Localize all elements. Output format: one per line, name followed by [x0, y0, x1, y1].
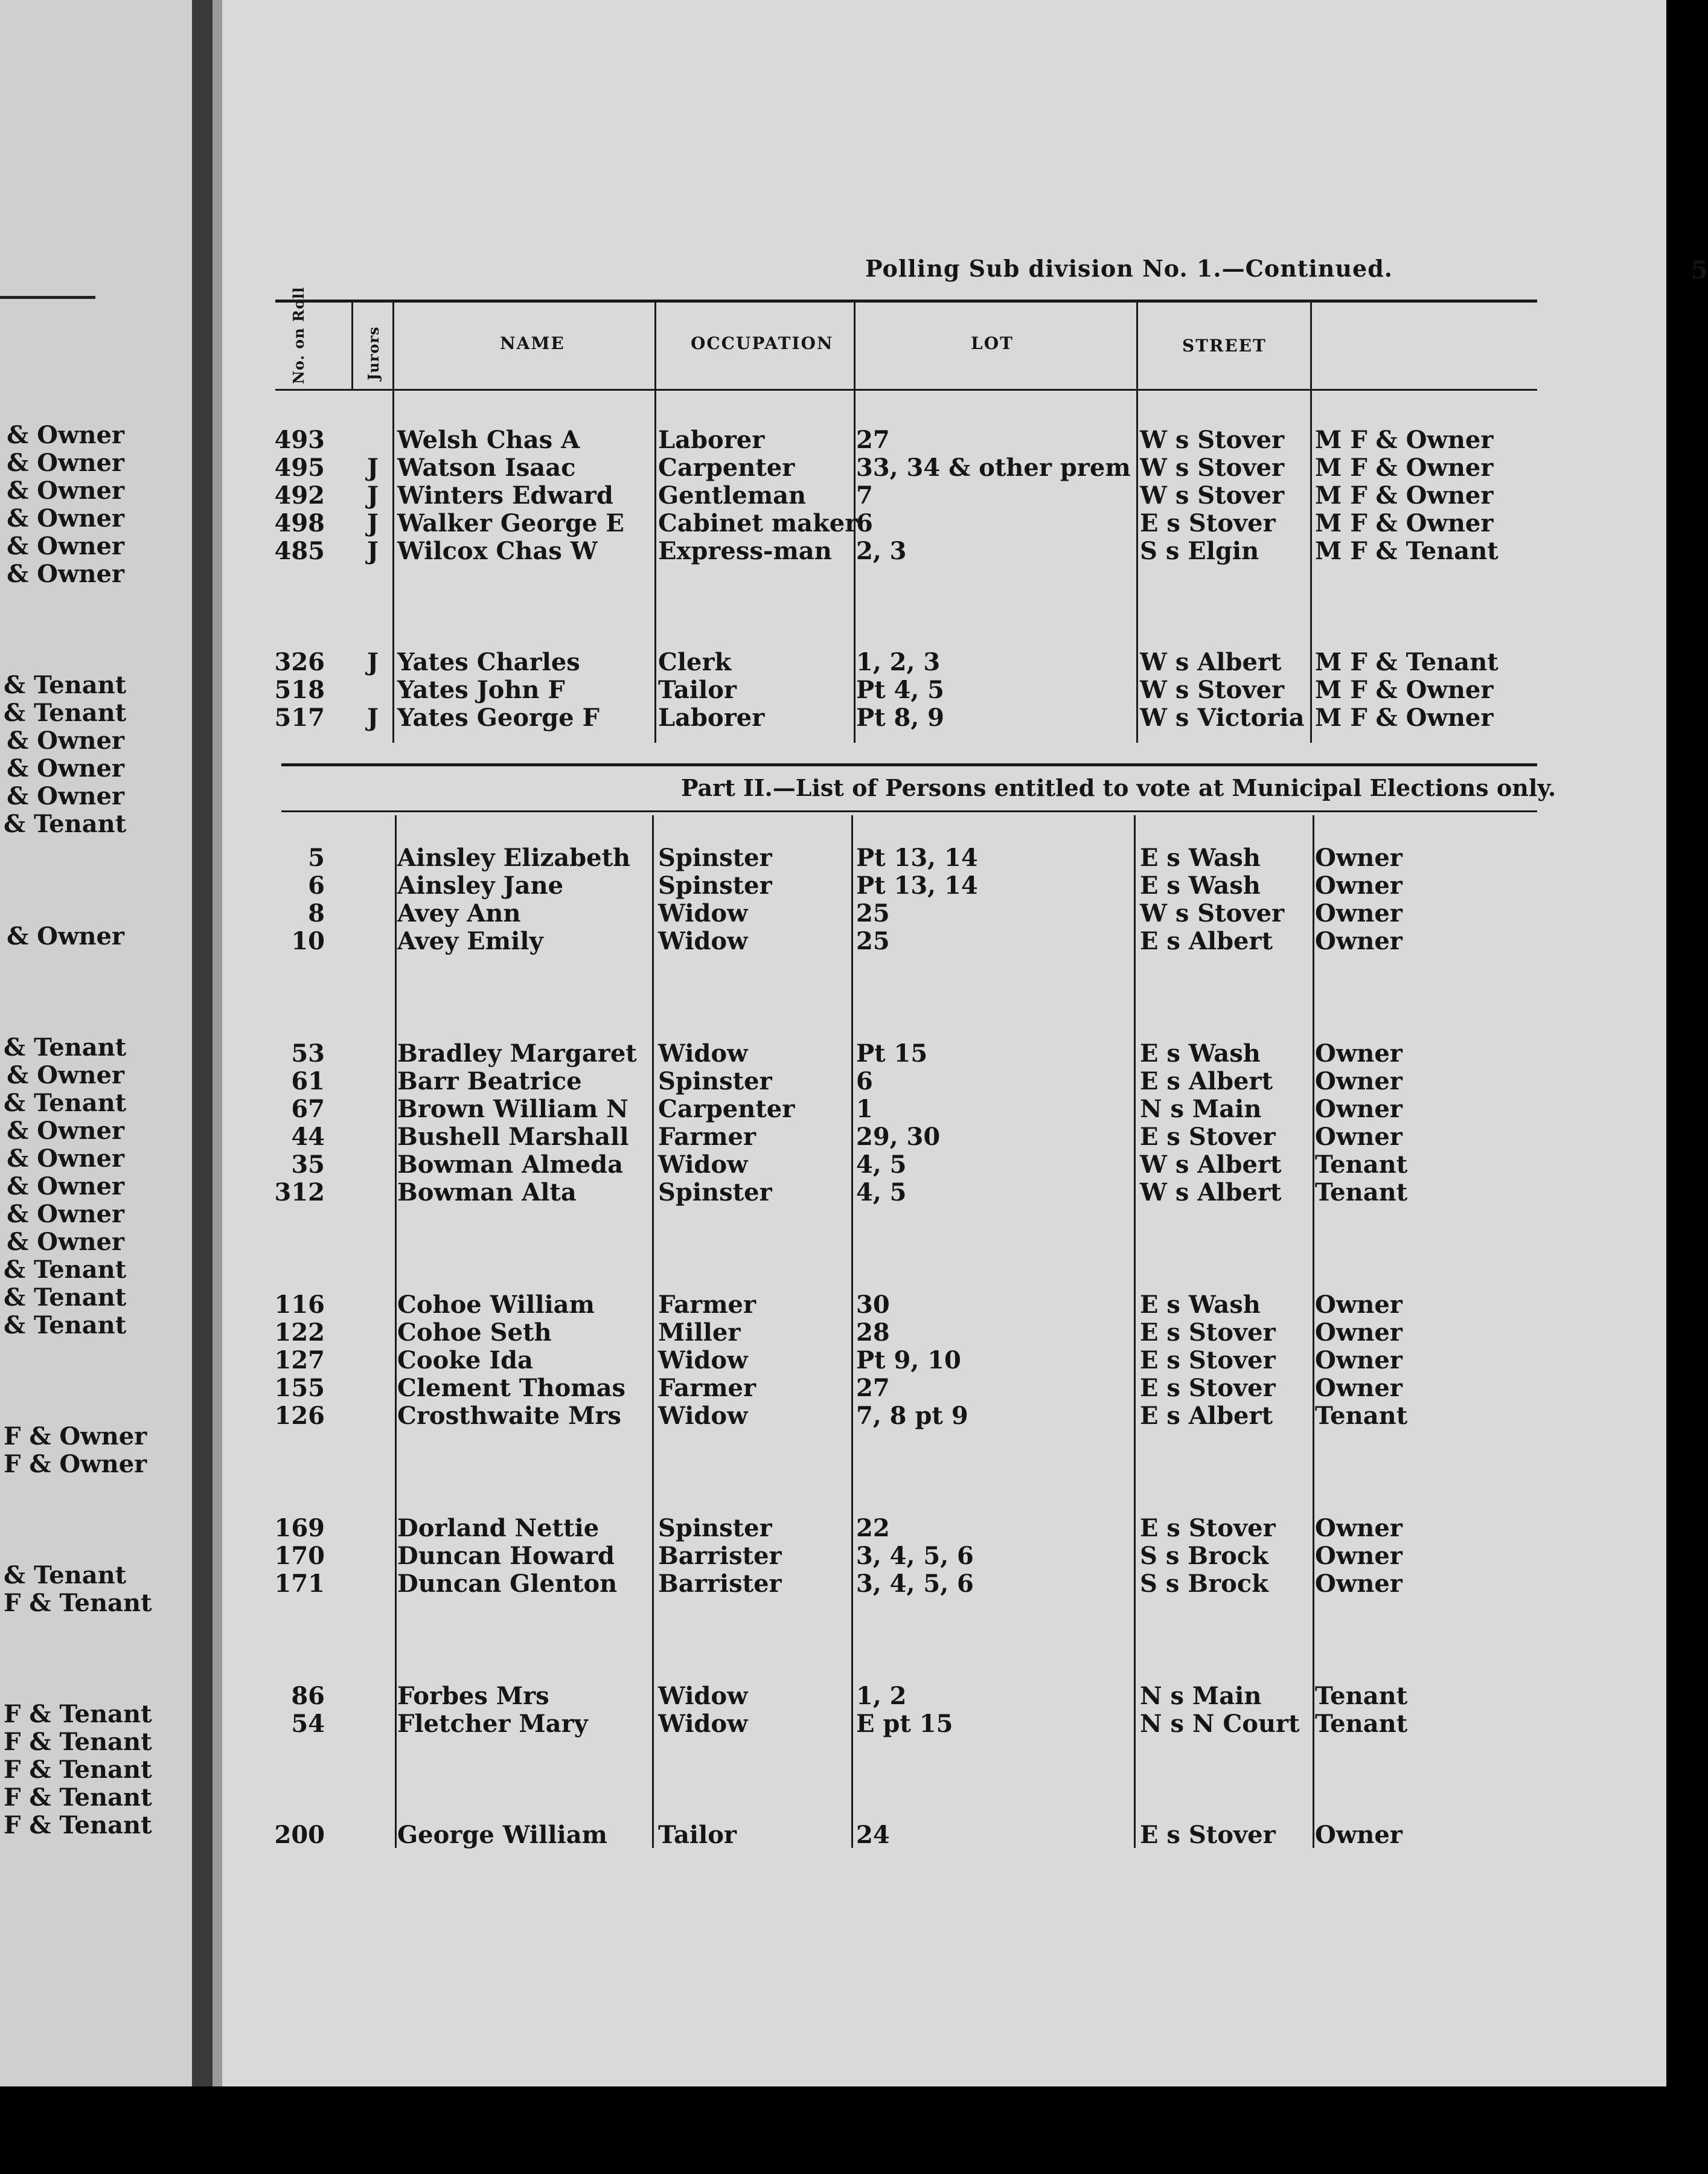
left-page-fragment-line: & Tenant — [4, 1255, 127, 1284]
voter-name: Forbes Mrs — [397, 1682, 549, 1710]
roll-number: 155 — [274, 1374, 325, 1402]
roll-number: 517 — [274, 704, 325, 732]
occupation: Gentleman — [658, 481, 807, 510]
left-page-fragment-line: & Tenant — [4, 1283, 127, 1312]
occupation: Tailor — [658, 1821, 737, 1849]
lot: 7 — [856, 481, 873, 510]
occupation: Carpenter — [658, 454, 795, 482]
table-row — [222, 1095, 1666, 1123]
left-page-fragment-line: & Owner — [7, 504, 124, 533]
voter-name: Barr Beatrice — [397, 1067, 582, 1095]
lot: 33, 34 & other prem — [856, 454, 1131, 482]
lot: Pt 13, 14 — [856, 871, 978, 900]
occupation: Barrister — [658, 1570, 782, 1598]
street: W s Albert — [1140, 1150, 1282, 1179]
occupation: Spinster — [658, 844, 772, 872]
roll-number: 485 — [274, 537, 325, 565]
occupation: Express-man — [658, 537, 832, 565]
street: W s Albert — [1140, 1178, 1282, 1207]
street: E s Stover — [1140, 1374, 1276, 1402]
roll-number: 493 — [274, 426, 325, 454]
lot: 3, 4, 5, 6 — [856, 1570, 974, 1598]
part-two-heading: Part II.—List of Persons entitled to vote at Municipal Elections only. — [681, 774, 1556, 801]
street: W s Stover — [1140, 481, 1285, 510]
lot: 1 — [856, 1095, 873, 1123]
occupation: Spinster — [658, 1514, 772, 1542]
table-row — [222, 1291, 1666, 1319]
left-page-fragment-line: & Owner — [7, 449, 124, 477]
occupation: Barrister — [658, 1542, 782, 1570]
occupation: Carpenter — [658, 1095, 795, 1123]
occupation: Laborer — [658, 704, 765, 732]
voter-name: Clement Thomas — [397, 1374, 626, 1402]
table-row — [222, 426, 1666, 454]
left-page-fragment-line: F & Tenant — [4, 1811, 152, 1839]
roll-number: 127 — [274, 1346, 325, 1374]
table-row — [222, 510, 1666, 537]
lot: 27 — [856, 426, 890, 454]
juror-mark: J — [367, 481, 379, 510]
occupation: Widow — [658, 1402, 748, 1430]
lot: 1, 2 — [856, 1682, 907, 1710]
roll-number: 116 — [274, 1291, 325, 1319]
left-page-fragment-line: & Owner — [7, 1061, 124, 1089]
qualification: Tenant — [1315, 1710, 1408, 1738]
voter-name: Bowman Almeda — [397, 1150, 624, 1179]
left-page-fragment-line: & Owner — [7, 560, 124, 588]
header-street: STREET — [1182, 336, 1267, 356]
qualification: Owner — [1315, 1542, 1403, 1570]
left-page-fragment-line: & Owner — [7, 782, 124, 810]
running-title: Polling Sub division No. 1.—Continued. — [865, 255, 1393, 282]
left-page-fragment-line: & Owner — [7, 1172, 124, 1201]
roll-number: 170 — [274, 1542, 325, 1570]
street: E s Stover — [1140, 1514, 1276, 1542]
lot: 2, 3 — [856, 537, 907, 565]
roll-number: 35 — [291, 1150, 325, 1179]
voter-name: Watson Isaac — [397, 454, 576, 482]
occupation: Widow — [658, 927, 748, 955]
voter-name: Crosthwaite Mrs — [397, 1402, 621, 1430]
qualification: Owner — [1315, 1514, 1403, 1542]
voter-name: Walker George E — [397, 509, 624, 537]
qualification: M F & Owner — [1315, 426, 1494, 454]
juror-mark: J — [367, 454, 379, 482]
juror-mark: J — [367, 648, 379, 676]
roll-number: 6 — [308, 871, 325, 900]
voter-name: Ainsley Jane — [397, 871, 564, 900]
roll-number: 312 — [274, 1178, 325, 1207]
table-row — [222, 844, 1666, 872]
qualification: M F & Owner — [1315, 676, 1494, 704]
table-row — [222, 676, 1666, 704]
roll-number: 495 — [274, 454, 325, 482]
voter-name: Duncan Howard — [397, 1542, 615, 1570]
lot: 7, 8 pt 9 — [856, 1402, 968, 1430]
roll-number: 326 — [274, 648, 325, 676]
occupation: Tailor — [658, 676, 737, 704]
street: S s Elgin — [1140, 537, 1259, 565]
table-row — [222, 454, 1666, 482]
roll-number: 61 — [291, 1067, 325, 1095]
qualification: Owner — [1315, 899, 1403, 928]
left-page-fragment-line: & Owner — [7, 922, 124, 951]
qualification: Owner — [1315, 1067, 1403, 1095]
lot: Pt 4, 5 — [856, 676, 944, 704]
street: N s Main — [1140, 1095, 1262, 1123]
left-page-fragment-line: F & Owner — [4, 1450, 147, 1478]
table-row — [222, 1515, 1666, 1542]
lot: 24 — [856, 1821, 890, 1849]
qualification: Owner — [1315, 1374, 1403, 1402]
roll-number: 498 — [274, 509, 325, 537]
voter-name: Ainsley Elizabeth — [397, 844, 631, 872]
qualification: Owner — [1315, 1318, 1403, 1347]
street: E s Stover — [1140, 1318, 1276, 1347]
lot: 30 — [856, 1291, 890, 1319]
roll-number: 169 — [274, 1514, 325, 1542]
table-row — [222, 1179, 1666, 1207]
street: E s Albert — [1140, 1402, 1273, 1430]
left-page-fragment-line: F & Tenant — [4, 1728, 152, 1756]
left-page-fragment-line: F & Tenant — [4, 1589, 152, 1617]
left-page-fragment-line: & Owner — [7, 726, 124, 755]
voter-name: George William — [397, 1821, 607, 1849]
street: E s Wash — [1140, 1291, 1261, 1319]
left-page-fragment-line: F & Tenant — [4, 1783, 152, 1812]
street: W s Stover — [1140, 454, 1285, 482]
roll-number: 122 — [274, 1318, 325, 1347]
lot: 4, 5 — [856, 1178, 907, 1207]
qualification: M F & Tenant — [1315, 537, 1498, 565]
col-divider-jurors — [351, 302, 353, 390]
roll-number: 518 — [274, 676, 325, 704]
voter-name: Cohoe William — [397, 1291, 595, 1319]
street: E s Albert — [1140, 1067, 1273, 1095]
lot: Pt 13, 14 — [856, 844, 978, 872]
table-row — [222, 1319, 1666, 1347]
qualification: Owner — [1315, 871, 1403, 900]
left-page-fragment-line: & Owner — [7, 532, 124, 560]
table-row — [222, 1123, 1666, 1151]
voter-name: Dorland Nettie — [397, 1514, 600, 1542]
qualification: M F & Owner — [1315, 481, 1494, 510]
voter-name: Avey Emily — [397, 927, 543, 955]
occupation: Cabinet maker — [658, 509, 858, 537]
table-row — [222, 1710, 1666, 1738]
table-row — [222, 704, 1666, 732]
roll-number: 86 — [291, 1682, 325, 1710]
street: S s Brock — [1140, 1542, 1268, 1570]
qualification: Tenant — [1315, 1150, 1408, 1179]
street: E s Wash — [1140, 844, 1261, 872]
table-row — [222, 482, 1666, 510]
lot: E pt 15 — [856, 1710, 953, 1738]
table-row — [222, 649, 1666, 676]
voter-name: Cohoe Seth — [397, 1318, 552, 1347]
voter-name: Duncan Glenton — [397, 1570, 618, 1598]
juror-mark: J — [367, 509, 379, 537]
street: W s Stover — [1140, 426, 1285, 454]
roll-number: 492 — [274, 481, 325, 510]
roll-number: 44 — [291, 1123, 325, 1151]
left-page-fragment-line: & Tenant — [4, 1089, 127, 1117]
qualification: Owner — [1315, 1291, 1403, 1319]
street: S s Brock — [1140, 1570, 1268, 1598]
lot: 6 — [856, 509, 873, 537]
roll-number: 200 — [274, 1821, 325, 1849]
occupation: Widow — [658, 1346, 748, 1374]
lot: 4, 5 — [856, 1150, 907, 1179]
left-page-fragment-line: F & Tenant — [4, 1756, 152, 1784]
street: N s N Court — [1140, 1710, 1300, 1738]
lot: 3, 4, 5, 6 — [856, 1542, 974, 1570]
header-occupation: OCCUPATION — [691, 333, 834, 353]
qualification: M F & Owner — [1315, 704, 1494, 732]
qualification: Tenant — [1315, 1402, 1408, 1430]
voter-name: Yates George F — [397, 704, 600, 732]
lot: 28 — [856, 1318, 890, 1347]
voter-name: Yates John F — [397, 676, 565, 704]
occupation: Widow — [658, 1710, 748, 1738]
header-jurors: Jurors — [365, 326, 382, 380]
lot: Pt 15 — [856, 1039, 928, 1068]
voter-name: Bushell Marshall — [397, 1123, 629, 1151]
roll-number: 53 — [291, 1039, 325, 1068]
street: E s Stover — [1140, 1123, 1276, 1151]
table-row — [222, 1040, 1666, 1068]
left-page-fragment-line: & Owner — [7, 754, 124, 783]
left-page-fragment — [0, 0, 192, 2086]
qualification: M F & Owner — [1315, 454, 1494, 482]
left-page-fragment-line: & Owner — [7, 421, 124, 449]
table-top-rule — [275, 300, 1537, 303]
roll-number: 54 — [291, 1710, 325, 1738]
left-page-fragment-line: & Tenant — [4, 810, 127, 838]
lot: Pt 9, 10 — [856, 1346, 961, 1374]
street: W s Victoria — [1140, 704, 1305, 732]
part2-bottom-rule — [281, 810, 1537, 812]
qualification: M F & Tenant — [1315, 648, 1498, 676]
left-page-fragment-line: & Tenant — [4, 1561, 127, 1589]
qualification: Tenant — [1315, 1682, 1408, 1710]
left-page-fragment-line: F & Tenant — [4, 1700, 152, 1728]
street: W s Stover — [1140, 676, 1285, 704]
occupation: Widow — [658, 1039, 748, 1068]
left-page-fragment-line: & Tenant — [4, 699, 127, 727]
lot: 22 — [856, 1514, 890, 1542]
table-row — [222, 1068, 1666, 1095]
header-bottom-rule — [275, 389, 1537, 391]
left-page-fragment-line: & Tenant — [4, 1033, 127, 1062]
table-row — [222, 928, 1666, 955]
juror-mark: J — [367, 537, 379, 565]
voter-name: Winters Edward — [397, 481, 613, 510]
table-row — [222, 900, 1666, 928]
voter-name: Fletcher Mary — [397, 1710, 588, 1738]
qualification: Tenant — [1315, 1178, 1408, 1207]
table-row — [222, 872, 1666, 900]
table-row — [222, 1347, 1666, 1374]
left-page-fragment-line: F & Owner — [4, 1422, 147, 1451]
qualification: Owner — [1315, 1123, 1403, 1151]
table-row — [222, 1151, 1666, 1179]
lot: 27 — [856, 1374, 890, 1402]
part2-top-rule — [281, 763, 1537, 766]
left-page-fragment-line: & Owner — [7, 1144, 124, 1173]
left-page-rule — [0, 296, 95, 299]
occupation: Spinster — [658, 1067, 772, 1095]
roll-number: 171 — [274, 1570, 325, 1598]
left-page-fragment-line: & Owner — [7, 1228, 124, 1256]
qualification: Owner — [1315, 1039, 1403, 1068]
voter-name: Welsh Chas A — [397, 426, 580, 454]
occupation: Widow — [658, 1682, 748, 1710]
roll-number: 126 — [274, 1402, 325, 1430]
page-number: 5 — [1691, 256, 1708, 284]
occupation: Farmer — [658, 1291, 756, 1319]
voter-name: Cooke Ida — [397, 1346, 533, 1374]
qualification: Owner — [1315, 844, 1403, 872]
lot: 6 — [856, 1067, 873, 1095]
left-page-fragment-line: & Owner — [7, 476, 124, 505]
table-row — [222, 1570, 1666, 1598]
occupation: Farmer — [658, 1123, 756, 1151]
voter-name: Avey Ann — [397, 899, 521, 928]
lot: 1, 2, 3 — [856, 648, 941, 676]
table-row — [222, 1682, 1666, 1710]
gutter-edge — [213, 0, 222, 2086]
roll-number: 5 — [308, 844, 325, 872]
lot: 25 — [856, 899, 890, 928]
qualification: Owner — [1315, 1821, 1403, 1849]
street: E s Wash — [1140, 1039, 1261, 1068]
lot: Pt 8, 9 — [856, 704, 944, 732]
street: E s Wash — [1140, 871, 1261, 900]
street: E s Albert — [1140, 927, 1273, 955]
voter-name: Yates Charles — [397, 648, 580, 676]
occupation: Farmer — [658, 1374, 756, 1402]
street: E s Stover — [1140, 509, 1276, 537]
voters-list-page — [222, 0, 1708, 2086]
occupation: Spinster — [658, 871, 772, 900]
occupation: Clerk — [658, 648, 732, 676]
table-row — [222, 1374, 1666, 1402]
qualification: Owner — [1315, 1346, 1403, 1374]
roll-number: 67 — [291, 1095, 325, 1123]
left-page-fragment-line: & Tenant — [4, 671, 127, 699]
book-gutter — [192, 0, 213, 2086]
header-name: NAME — [500, 333, 565, 353]
street: N s Main — [1140, 1682, 1262, 1710]
qualification: Owner — [1315, 1095, 1403, 1123]
table-row — [222, 1821, 1666, 1849]
header-no-on-roll: No. on Roll — [290, 286, 307, 384]
street: E s Stover — [1140, 1346, 1276, 1374]
street: W s Albert — [1140, 648, 1282, 676]
left-page-fragment-line: & Owner — [7, 1200, 124, 1228]
voter-name: Wilcox Chas W — [397, 537, 598, 565]
occupation: Widow — [658, 899, 748, 928]
left-page-fragment-line: & Owner — [7, 1117, 124, 1145]
occupation: Spinster — [658, 1178, 772, 1207]
left-page-fragment-line: & Tenant — [4, 1311, 127, 1339]
voter-name: Brown William N — [397, 1095, 629, 1123]
juror-mark: J — [367, 704, 379, 732]
street: W s Stover — [1140, 899, 1285, 928]
voter-name: Bradley Margaret — [397, 1039, 637, 1068]
roll-number: 8 — [308, 899, 325, 928]
roll-number: 10 — [291, 927, 325, 955]
occupation: Miller — [658, 1318, 741, 1347]
occupation: Widow — [658, 1150, 748, 1179]
street: E s Stover — [1140, 1821, 1276, 1849]
qualification: Owner — [1315, 1570, 1403, 1598]
lot: 25 — [856, 927, 890, 955]
qualification: M F & Owner — [1315, 509, 1494, 537]
table-row — [222, 1542, 1666, 1570]
header-lot: LOT — [971, 333, 1014, 353]
occupation: Laborer — [658, 426, 765, 454]
voter-name: Bowman Alta — [397, 1178, 577, 1207]
qualification: Owner — [1315, 927, 1403, 955]
table-row — [222, 1402, 1666, 1430]
lot: 29, 30 — [856, 1123, 941, 1151]
table-row — [222, 537, 1666, 565]
